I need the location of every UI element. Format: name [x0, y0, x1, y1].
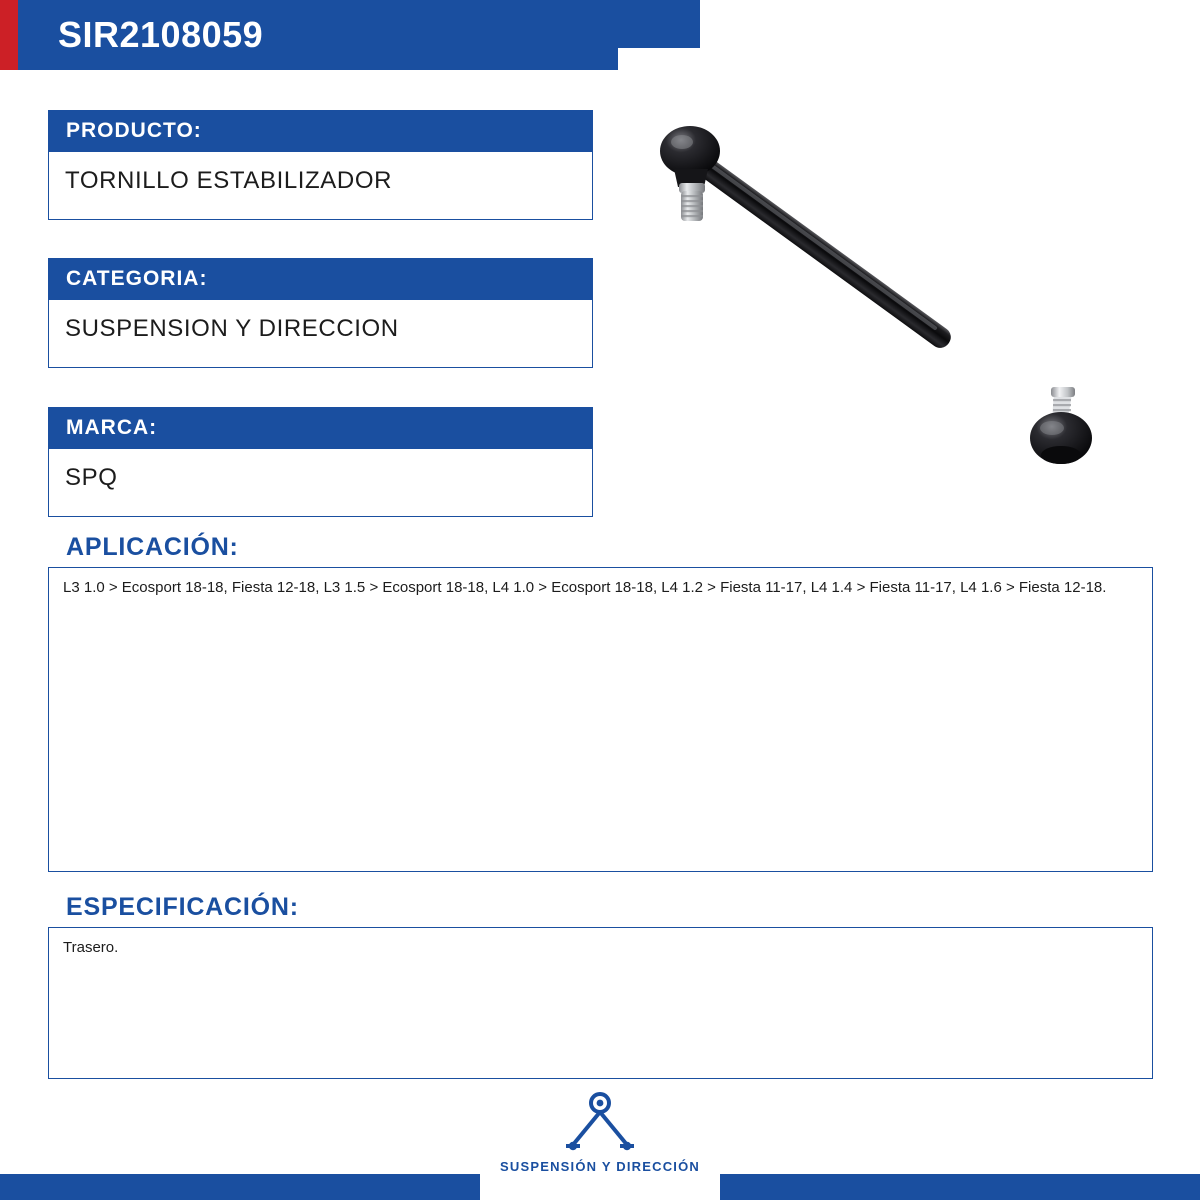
page-footer: [0, 1080, 1200, 1200]
field-producto-label: PRODUCTO:: [48, 110, 593, 152]
stabilizer-link-illustration: [620, 95, 1160, 495]
field-marca-label: MARCA:: [48, 407, 593, 449]
aplicacion-title: APLICACIÓN:: [66, 533, 239, 561]
field-categoria-label: CATEGORIA:: [48, 258, 593, 300]
header-blue-step: [600, 0, 700, 48]
field-marca-value: SPQ: [48, 449, 593, 517]
footer-bar: [0, 1174, 1200, 1200]
footer-bar-left: [0, 1174, 480, 1200]
control-arm-logo: [540, 1090, 660, 1152]
field-categoria: [48, 258, 593, 368]
aplicacion-text: L3 1.0 > Ecosport 18-18, Fiesta 12-18, L3 1.5 > Ecosport 18-18, L4 1.0 > Ecosport 18-18, L4 1.2 > Fiesta 11-17, L4 1.4 > Fiesta 11-17, L4 1.6 > Fiesta 12-18.: [63, 579, 1107, 596]
especificacion-box: [48, 927, 1153, 1079]
aplicacion-box: [48, 567, 1153, 872]
page-title: SIR2108059: [58, 14, 264, 55]
field-categoria-value: SUSPENSION Y DIRECCION: [48, 300, 593, 368]
footer-caption: SUSPENSIÓN Y DIRECCIÓN: [500, 1159, 701, 1174]
field-producto: [48, 110, 593, 220]
field-producto-value: TORNILLO ESTABILIZADOR: [48, 152, 593, 220]
footer-logo-group: [500, 1090, 700, 1174]
product-image: [620, 95, 1160, 495]
especificacion-text: Trasero.: [63, 939, 119, 956]
footer-bar-right: [720, 1174, 1200, 1200]
page-header: [0, 0, 1200, 70]
especificacion-title: ESPECIFICACIÓN:: [66, 893, 299, 921]
field-marca: [48, 407, 593, 517]
